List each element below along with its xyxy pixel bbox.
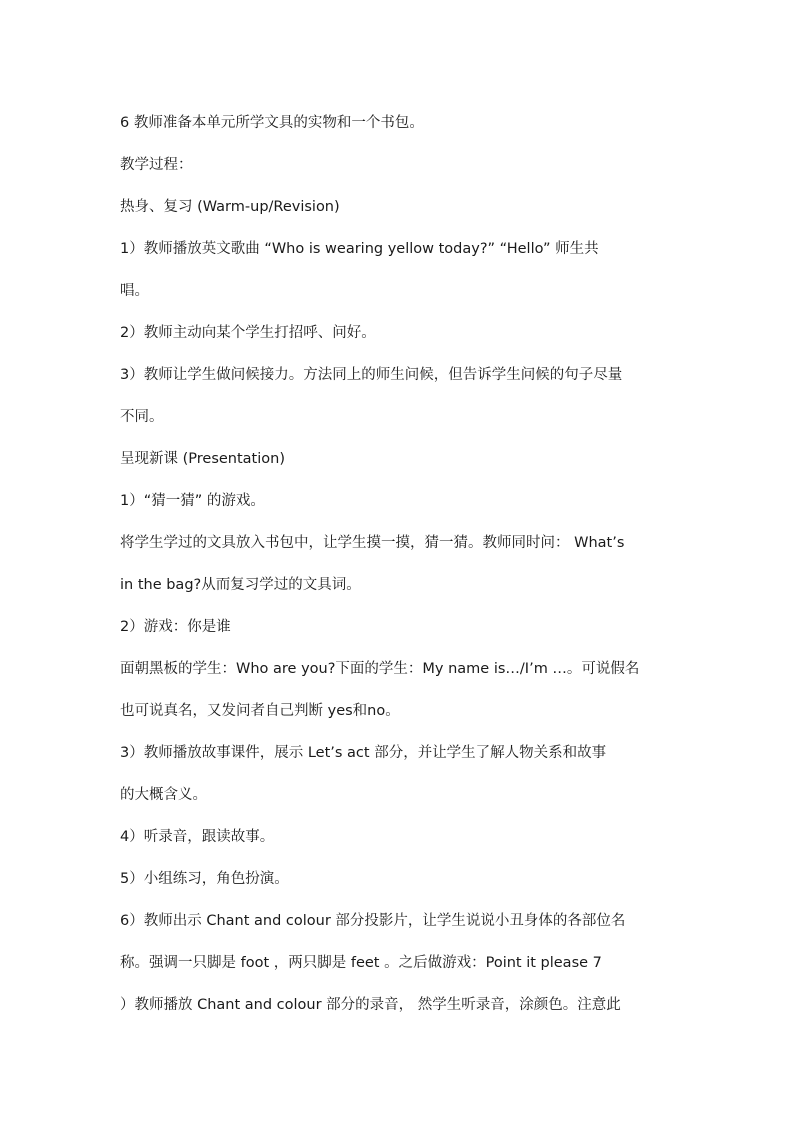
text-line: 也可说真名，又发问者自己判断 yes和no。 xyxy=(120,703,400,719)
text-line: 2）游戏：你是谁 xyxy=(120,619,231,635)
text-line: 6）教师出示 Chant and colour 部分投影片，让学生说说小丑身体的各部位名 xyxy=(120,913,626,929)
text-line: 不同。 xyxy=(120,409,164,425)
section-heading: 呈现新课 (Presentation) xyxy=(120,451,285,467)
text-line: 5）小组练习，角色扮演。 xyxy=(120,871,289,887)
text-line: 称。强调一只脚是 foot ，两只脚是 feet 。之后做游戏：Point it please 7 xyxy=(120,955,602,971)
text-line: 4）听录音，跟读故事。 xyxy=(120,829,275,845)
document-body xyxy=(120,102,676,1026)
text-line: 3）教师播放故事课件，展示 Let’s act 部分，并让学生了解人物关系和故事 xyxy=(120,745,607,761)
text-line: ）教师播放 Chant and colour 部分的录音， 然学生听录音，涂颜色。注意此 xyxy=(120,997,621,1013)
text-line: 3）教师让学生做问候接力。方法同上的师生问候，但告诉学生问候的句子尽量 xyxy=(120,367,623,383)
text-line: 1）教师播放英文歌曲 “Who is wearing yellow today?” “Hello” 师生共 xyxy=(120,241,599,257)
text-line: 教学过程： xyxy=(120,157,193,173)
text-line: 的大概含义。 xyxy=(120,787,207,803)
section-heading: 热身、复习 (Warm-up/Revision) xyxy=(120,199,340,215)
text-line: 1）“猜一猜” 的游戏。 xyxy=(120,493,265,509)
text-line: 2）教师主动向某个学生打招呼、问好。 xyxy=(120,325,376,341)
text-line: 将学生学过的文具放入书包中，让学生摸一摸，猜一猜。教师同时问： What’s xyxy=(120,535,625,551)
text-line: 面朝黑板的学生：Who are you?下面的学生：My name is…/I’m …。可说假名 xyxy=(120,661,640,677)
text-line: 6 教师准备本单元所学文具的实物和一个书包。 xyxy=(120,115,424,131)
text-line: in the bag?从而复习学过的文具词。 xyxy=(120,577,361,593)
text-line: 唱。 xyxy=(120,283,149,299)
